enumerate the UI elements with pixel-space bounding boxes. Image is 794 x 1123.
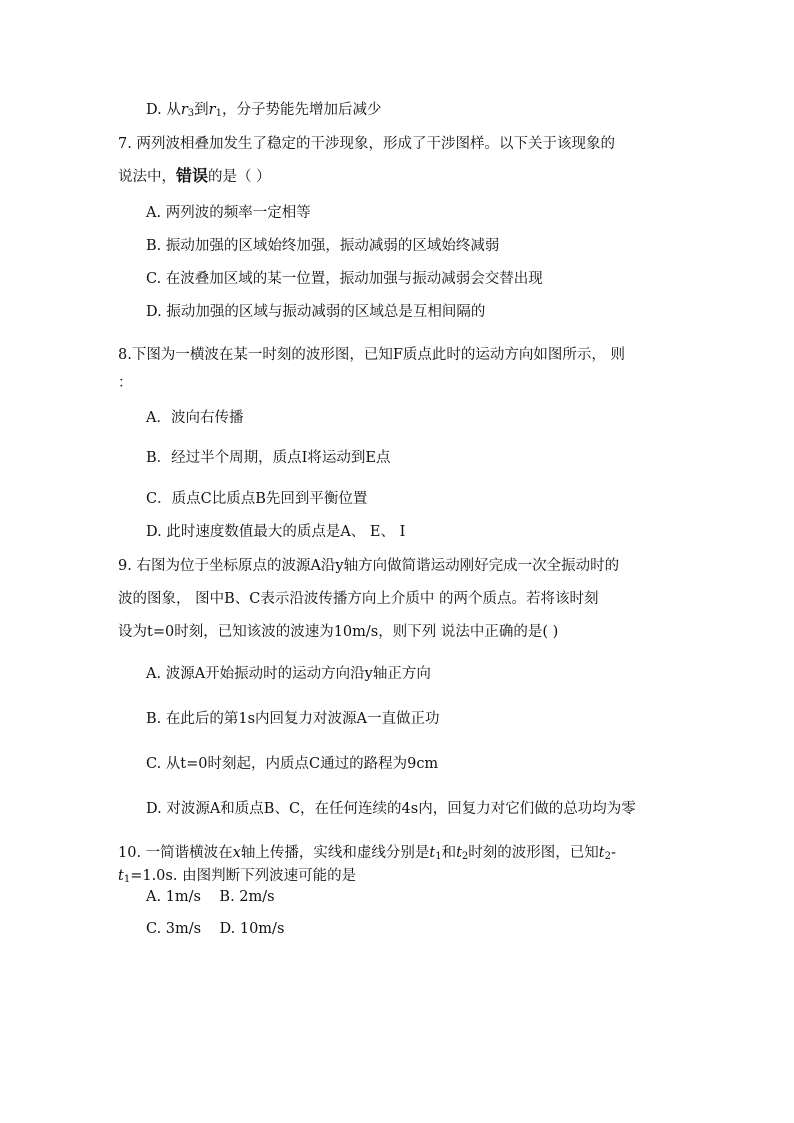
q6-option-d-prefix: D. 从 — [146, 102, 181, 118]
q8-stem-line2: ： — [118, 375, 133, 391]
subscript-2: 2 — [461, 851, 469, 862]
q9-option-d: D. 对波源A和质点B、C，在任何连续的4s内，回复力对它们做的总功均为零 — [146, 801, 636, 817]
q10-options-row1: A. 1m/s B. 2m/s — [146, 889, 275, 905]
and-text: 和 — [441, 845, 457, 861]
q7-option-a: A. 两列波的频率一定相等 — [146, 205, 311, 221]
q7-option-b: B. 振动加强的区域始终加强，振动减弱的区域始终减弱 — [146, 238, 500, 254]
to-text: 到 — [194, 102, 209, 118]
q9-option-a: A. 波源A开始振动时的运动方向沿y轴正方向 — [146, 666, 431, 682]
q10-stem-part1: 10. 一简谐横波在 — [118, 845, 233, 861]
minus-sign: - — [610, 845, 616, 861]
q7-stem-line1: 7. 两列波相叠加发生了稳定的干涉现象，形成了干涉图样。以下关于该现象的 — [118, 136, 615, 152]
q10-stem-line2 — [118, 866, 356, 886]
x-variable: x — [232, 845, 241, 861]
q10-stem-line1 — [118, 843, 616, 863]
q7-option-c: C. 在波叠加区域的某一位置，振动加强与振动减弱会交替出现 — [146, 271, 543, 287]
q8-option-d: D. 此时速度数值最大的质点是A、 E、 I — [146, 524, 406, 540]
t-variable: t — [456, 845, 462, 861]
q6-option-d-suffix: ，分子势能先增加后减少 — [221, 102, 382, 118]
q9-option-c: C. 从t=0时刻起，内质点C通过的路程为9cm — [146, 756, 439, 772]
q9-stem-line2: 波的图象， 图中B、C表示沿波传播方向上介质中 的两个质点。若将该时刻 — [118, 591, 599, 607]
q8-option-a: A．波向右传播 — [146, 410, 244, 426]
subscript-1: 1 — [435, 851, 442, 862]
q10-stem-part2: 轴上传播，实线和虚线分别是 — [240, 845, 430, 861]
q9-option-b: B. 在此后的第1s内回复力对波源A一直做正功 — [146, 711, 440, 727]
q7-stem-after: 的是（ ） — [208, 169, 271, 185]
q7-stem-line2 — [118, 166, 271, 187]
q8-option-c: C．质点C比质点B先回到平衡位置 — [146, 491, 368, 507]
subscript-1: 1 — [123, 874, 131, 885]
t-variable: t — [429, 845, 436, 861]
q8-stem-line1: 8.下图为一横波在某一时刻的波形图，已知F质点此时的运动方向如图所示， 则 — [118, 347, 626, 363]
q7-option-d: D. 振动加强的区域与振动减弱的区域总是互相间隔的 — [146, 304, 486, 320]
q10-stem-part3: 时刻的波形图，已知 — [468, 845, 599, 861]
q10-options-row2: C. 3m/s D. 10m/s — [146, 921, 285, 937]
q6-option-d — [146, 100, 381, 120]
q7-stem-before: 说法中， — [118, 169, 176, 185]
r-symbol: r — [180, 102, 188, 118]
q9-stem-line3: 设为t=0时刻，已知该波的波速为10m/s，则下列 说法中正确的是( ) — [118, 624, 559, 640]
t-variable: t — [118, 868, 124, 884]
q7-emphasis-wrong: 错误 — [176, 166, 209, 185]
t-variable: t — [598, 845, 605, 861]
r-symbol: r — [208, 102, 216, 118]
q9-stem-line1: 9. 右图为位于坐标原点的波源A沿y轴方向做简谐运动刚好完成一次全振动时的 — [118, 558, 620, 574]
subscript-1: 1 — [215, 108, 222, 119]
q10-stem-tail: =1.0s. 由图判断下列波速可能的是 — [130, 868, 357, 884]
subscript-3: 3 — [187, 108, 195, 119]
subscript-2: 2 — [604, 851, 611, 862]
q8-option-b: B．经过半个周期，质点I将运动到E点 — [146, 450, 391, 466]
